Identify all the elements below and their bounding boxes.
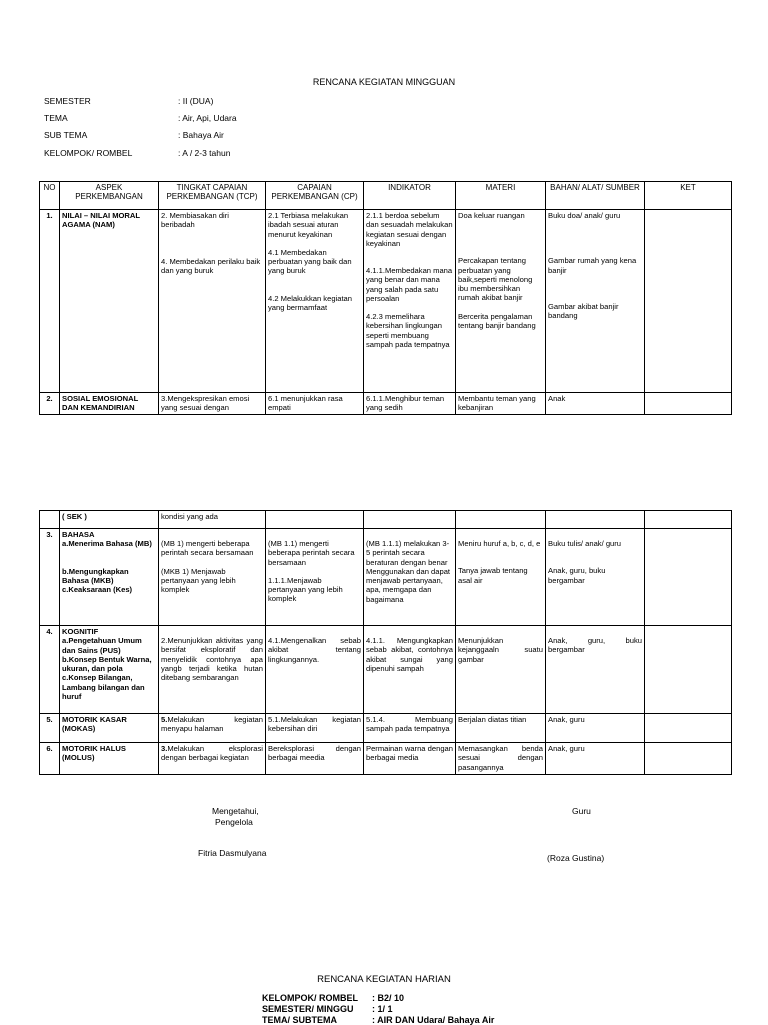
bahan-item: Anak, guru, buku bergambar	[548, 636, 642, 655]
col-header-materi: MATERI	[456, 182, 546, 210]
aspek-cell: ( SEK )	[60, 511, 159, 529]
col-header-cp: CAPAIAN PERKEMBANGAN (CP)	[266, 182, 364, 210]
cp-cell	[266, 529, 364, 626]
indikator-cell: 5.1.4. Membuang sampah pada tempatnya	[364, 714, 456, 743]
cp-item: 4.1.Mengenalkan sebab akibat tentang lingkungannya.	[268, 636, 361, 664]
bahan-item: Buku tulis/ anak/ guru	[548, 539, 622, 548]
cp-item: 4.1 Membedakan perbuatan yang baik dan yang buruk	[268, 247, 352, 276]
bahan-cell	[546, 511, 645, 529]
tcp-cell: kondisi yang ada	[159, 511, 266, 529]
materi-cell	[456, 511, 546, 529]
tcp-cell	[159, 714, 266, 743]
tcp-cell	[159, 210, 266, 393]
tcp-cell	[159, 626, 266, 714]
col-header-bahan: BAHAN/ ALAT/ SUMBER	[546, 182, 645, 210]
plan-table-bottom	[39, 510, 732, 775]
indikator-cell	[364, 511, 456, 529]
indikator-item: 2.1.1 berdoa sebelum dan sesuadah melakukan kegiatan sesuai dengan keyakinan	[366, 211, 453, 248]
page-title: RENCANA KEGIATAN MINGGUAN	[312, 77, 456, 87]
materi-cell: Berjalan diatas titian	[456, 714, 546, 743]
table-row	[40, 210, 732, 393]
table-row	[40, 511, 732, 529]
aspek-cell	[60, 626, 159, 714]
table-row	[40, 529, 732, 626]
materi-item: Tanya jawab tentang asal air	[458, 566, 528, 585]
materi-cell	[456, 210, 546, 393]
aspek-cell: SOSIAL EMOSIONAL DAN KEMANDIRIAN	[60, 393, 159, 415]
indikator-item: 4.2.3 memelihara kebersihan lingkungan seperti membuang sampah pada tempatnya	[366, 312, 450, 349]
col-header-ket: KET	[645, 182, 732, 210]
meta-label: SEMESTER/ MINGGU	[262, 1004, 354, 1014]
row-number: 1.	[40, 210, 60, 393]
aspek-cell: MOTORIK KASAR (MOKAS)	[60, 714, 159, 743]
aspek-item: KOGNITIF	[62, 627, 99, 636]
bahan-cell	[546, 529, 645, 626]
indikator-cell	[364, 529, 456, 626]
header-row	[40, 182, 732, 210]
indikator-item: 4.1.1. Mengungkapkan sebab akibat, contohnya akibat sungai yang dipenuhi sampah	[366, 636, 453, 673]
indikator-item: Menggunakan dan dapat menjawab pertanyaan, apa, memgapa dan bagaimana	[366, 566, 451, 604]
bahan-item: Anak, guru, buku bergambar	[548, 566, 606, 585]
bahan-cell	[546, 626, 645, 714]
meta-value: : A / 2-3 tahun	[178, 148, 231, 158]
aspek-item: a.Pengetahuan Umum dan Sains (PUS)	[62, 636, 142, 655]
tcp-cell	[159, 743, 266, 775]
cp-cell: Bereksplorasi dengan berbagai meedia	[266, 743, 364, 775]
materi-cell: Membantu teman yang kebanjiran	[456, 393, 546, 415]
indikator-item: (MB 1.1.1) melakukan 3-5 perintah secara beraturan dengan benar	[366, 539, 450, 567]
meta-label: SUB TEMA	[44, 130, 88, 140]
materi-cell	[456, 529, 546, 626]
bahan-item: Gambar rumah yang kena banjir	[548, 256, 637, 275]
tcp-item: (MB 1) mengerti beberapa perintah secara bersamaan	[161, 539, 254, 558]
row-number: 3.	[40, 529, 60, 626]
ket-cell	[645, 626, 732, 714]
col-header-no: NO	[40, 182, 60, 210]
ket-cell	[645, 511, 732, 529]
bahan-cell: Anak, guru	[546, 714, 645, 743]
aspek-cell: NILAI – NILAI MORAL AGAMA (NAM)	[60, 210, 159, 393]
row-number: 2.	[40, 393, 60, 415]
aspek-item: a.Menerima Bahasa (MB)	[62, 539, 152, 549]
tcp-item: 2. Membiasakan diri beribadah	[161, 211, 229, 230]
table-row	[40, 743, 732, 775]
materi-item: Percakapan tentang perbuatan yang baik,seperti menolong ibu membersihkan rumah akibat banjir	[458, 256, 533, 303]
signature-left-line1: Mengetahui,	[212, 806, 259, 816]
plan-table-top	[39, 181, 732, 415]
tcp-cell	[159, 529, 266, 626]
signature-left-name: Fitria Dasmulyana	[198, 848, 267, 858]
row-number: 6.	[40, 743, 60, 775]
col-header-indikator: INDIKATOR	[364, 182, 456, 210]
tcp-item: Melakukan kegiatan menyapu halaman	[161, 715, 263, 734]
meta-label: TEMA	[44, 113, 68, 123]
materi-item: Meniru huruf a, b, c, d, e	[458, 539, 541, 548]
tcp-item: 2.Menunjukkan aktivitas yang bersifat eksploratif dan menyelidik contohnya apa yangb terjadi ketika hutan ditebang sembarangan	[161, 636, 263, 682]
aspek-item: c.Konsep Bilangan, Lambang bilangan dan huruf	[62, 673, 145, 701]
materi-cell	[456, 626, 546, 714]
bahan-cell: Anak, guru	[546, 743, 645, 775]
bahan-item: Gambar akibat banjir bandang	[548, 301, 619, 320]
indikator-cell	[364, 210, 456, 393]
meta-label: TEMA/ SUBTEMA	[262, 1015, 337, 1025]
row-number: 4.	[40, 626, 60, 714]
materi-item: Doa keluar ruangan	[458, 211, 525, 220]
signature-right-line1: Guru	[572, 806, 591, 816]
tcp-number: 3.	[161, 744, 168, 753]
cp-cell	[266, 626, 364, 714]
bahan-cell: Anak	[546, 393, 645, 415]
meta-value: : Bahaya Air	[178, 130, 224, 140]
materi-item: Bercerita pengalaman tentang banjir bandang	[458, 311, 536, 330]
row-number: 5.	[40, 714, 60, 743]
ket-cell	[645, 714, 732, 743]
cp-cell: 6.1 menunjukkan rasa empati	[266, 393, 364, 415]
cp-item: 1.1.1.Menjawab pertanyaan yang lebih komplek	[268, 575, 343, 604]
col-header-tcp: TINGKAT CAPAIAN PERKEMBANGAN (TCP)	[159, 182, 266, 210]
tcp-number: 5.	[161, 715, 168, 724]
meta-label: KELOMPOK/ ROMBEL	[262, 993, 358, 1003]
tcp-item: (MKB 1) Menjawab pertanyaan yang lebih komplek	[161, 566, 236, 594]
meta-value: : B2/ 10	[372, 993, 405, 1003]
cp-cell: 5.1.Melakukan kegiatan kebersihan diri	[266, 714, 364, 743]
materi-item: Menunjukkan kejanggaaln suatu gambar	[458, 636, 543, 664]
meta-value: : Air, Api, Udara	[178, 113, 237, 123]
ket-cell	[645, 210, 732, 393]
table-row	[40, 626, 732, 714]
cp-cell	[266, 511, 364, 529]
bahan-cell	[546, 210, 645, 393]
meta-value: : AIR DAN Udara/ Bahaya Air	[372, 1015, 495, 1025]
tcp-cell: 3.Mengekspresikan emosi yang sesuai dengan	[159, 393, 266, 415]
aspek-cell	[60, 529, 159, 626]
materi-cell: Memasangkan benda sesuai dengan pasangannya	[456, 743, 546, 775]
aspek-item: c.Keaksaraan (Kes)	[62, 585, 133, 594]
tcp-item: 4. Membedakan perilaku baik dan yang buruk	[161, 256, 261, 275]
meta-value: : II (DUA)	[178, 96, 214, 106]
row-number	[40, 511, 60, 529]
indikator-cell: Permainan warna dengan berbagai media	[364, 743, 456, 775]
ket-cell	[645, 743, 732, 775]
bahan-item: Buku doa/ anak/ guru	[548, 211, 621, 220]
ket-cell	[645, 393, 732, 415]
aspek-cell: MOTORIK HALUS (MOLUS)	[60, 743, 159, 775]
meta-label: KELOMPOK/ ROMBEL	[44, 148, 133, 158]
table-row	[40, 393, 732, 415]
meta-label: SEMESTER	[44, 96, 91, 106]
meta-value: : 1/ 1	[372, 1004, 393, 1014]
table-row	[40, 714, 732, 743]
ket-cell	[645, 529, 732, 626]
col-header-aspek: ASPEK PERKEMBANGAN	[60, 182, 159, 210]
cp-item: (MB 1.1) mengerti beberapa perintah secara bersamaan	[268, 539, 355, 567]
indikator-cell	[364, 626, 456, 714]
indikator-cell: 6.1.1.Menghibur teman yang sedih	[364, 393, 456, 415]
signature-left-line2: Pengelola	[215, 817, 253, 827]
indikator-item: 4.1.1.Membedakan mana yang benar dan mana yang salah pada satu persoalan	[366, 266, 453, 303]
tcp-item: Melakukan eksplorasi dengan berbagai kegiatan	[161, 744, 263, 763]
cp-item: 4.2 Melakukkan kegiatan yang bermamfaat	[268, 293, 353, 312]
cp-cell	[266, 210, 364, 393]
section-title: RENCANA KEGIATAN HARIAN	[317, 974, 451, 985]
aspek-item: BAHASA	[62, 530, 95, 539]
aspek-item: b.Mengungkapkan Bahasa (MKB)	[62, 566, 129, 585]
signature-right-name: (Roza Gustina)	[547, 853, 605, 863]
cp-item: 2.1 Terbiasa melakukan ibadah sesuai aturan menurut keyakinan	[268, 211, 349, 239]
aspek-item: b.Konsep Bentuk Warna, ukuran, dan pola	[62, 654, 152, 673]
